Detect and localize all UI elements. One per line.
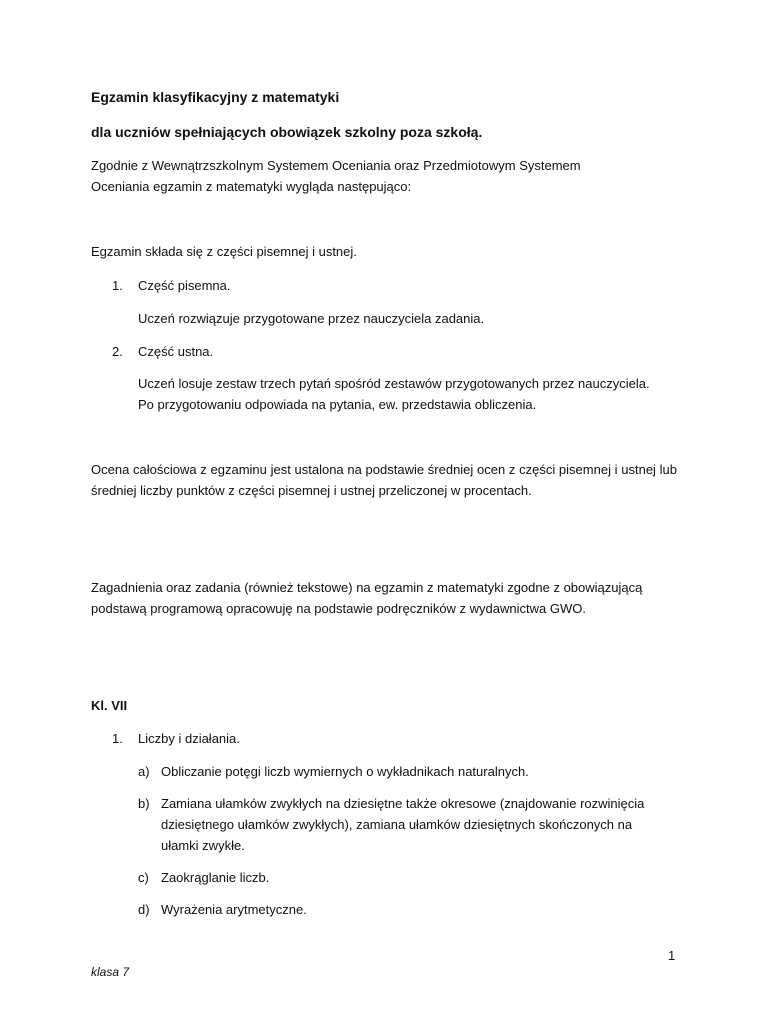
list-item-description: Uczeń losuje zestaw trzech pytań spośród zestawów przygotowanych przez nauczyciela. Po przygotowaniu odpowiada na pytania, ew. przedstawia obliczenia. [138, 376, 650, 412]
document-subtitle: dla uczniów spełniających obowiązek szkolny poza szkołą. [91, 124, 483, 140]
list-item-label: Część pisemna. [138, 278, 231, 293]
page-number: 1 [668, 948, 676, 963]
topics-paragraph: Zagadnienia oraz zadania (również tekstowe) na egzamin z matematyki zgodne z obowiązującą podstawą programową opracowuję na podstawie podręczników z wydawnictwa GWO. [91, 580, 643, 616]
section-label: Liczby i działania. [138, 731, 240, 746]
list-letter: b) [138, 796, 150, 811]
document-title: Egzamin klasyfikacyjny z matematyki [91, 89, 340, 105]
list-letter: a) [138, 764, 150, 779]
list-letter: d) [138, 902, 150, 917]
page-footer: klasa 7 [91, 965, 130, 979]
intro-paragraph: Zgodnie z Wewnątrzszkolnym Systemem Oceniania oraz Przedmiotowym Systemem Oceniania egzamin z matematyki wygląda następująco: [91, 158, 581, 194]
class-heading: Kl. VII [91, 698, 128, 713]
list-letter: c) [138, 870, 149, 885]
list-number: 1. [112, 278, 123, 293]
structure-intro: Egzamin składa się z części pisemnej i ustnej. [91, 244, 357, 259]
list-item-label: Część ustna. [138, 344, 214, 359]
grading-paragraph: Ocena całościowa z egzaminu jest ustalona na podstawie średniej ocen z części pisemnej i ustnej lub średniej liczby punktów z części pisemnej i ustnej przeliczonej w procentach. [91, 462, 677, 498]
list-number: 1. [112, 731, 123, 746]
list-number: 2. [112, 344, 123, 359]
list-item-text: Zaokrąglanie liczb. [161, 870, 270, 885]
list-item-text: Wyrażenia arytmetyczne. [161, 902, 307, 917]
list-item-text: Zamiana ułamków zwykłych na dziesiętne także okresowe (znajdowanie rozwinięcia dziesiętnego ułamków zwykłych), zamiana ułamków dziesiętnych skończonych na ułamki zwykłe. [161, 796, 645, 853]
list-item-description: Uczeń rozwiązuje przygotowane przez nauczyciela zadania. [138, 311, 485, 326]
list-item-text: Obliczanie potęgi liczb wymiernych o wykładnikach naturalnych. [161, 764, 529, 779]
